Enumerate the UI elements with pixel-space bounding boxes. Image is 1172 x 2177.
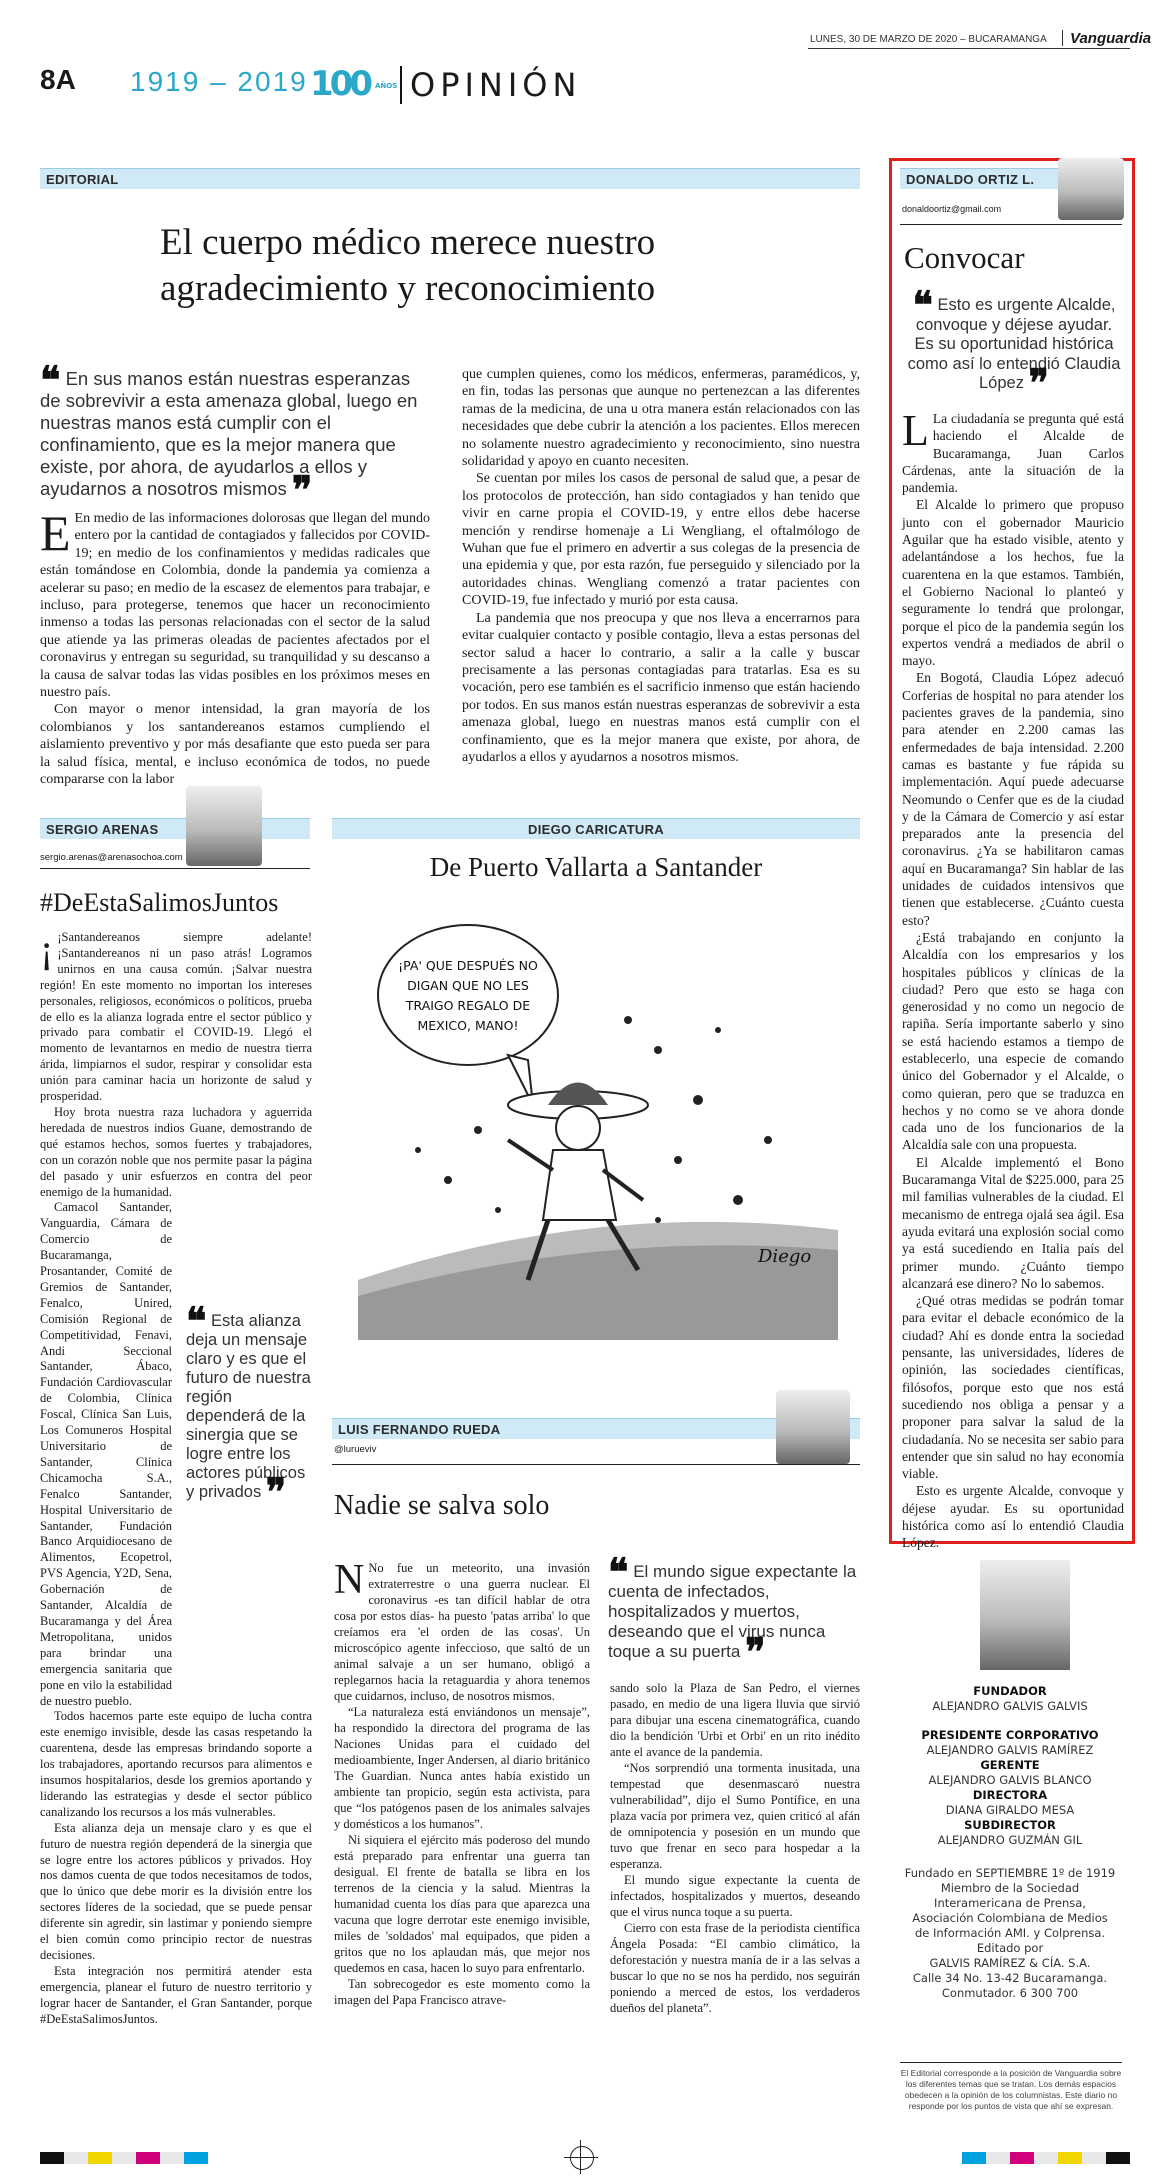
staff-info-line: Asociación Colombiana de Medios [912, 1911, 1108, 1925]
staff-info-line: Editado por [976, 1941, 1044, 1955]
rueda-paragraph: “La naturaleza está enviándonos un mensaje”, ha respondido la directora del programa de las Naciones Unidas para el cuidado del medioambiente, Inger Andersen, al diario británico The Guardian. Nunca antes había existido un ambiente tan propicio, según esta activista, para que “los patógenos pasen de los animales salvajes y domésticos a los humanos”. [334, 1705, 590, 1831]
rueda-title: Nadie se salva solo [334, 1490, 550, 1521]
rueda-paragraph: No fue un meteorito, una invasión extraterrestre o una guerra nuclear. El coronavirus -es tan difícil hablar de otra cosa por estos días- ha puesto 'patas arriba' lo que creíamos era 'el orden de las cosas'. Un microscópico agente infeccioso, que saltó de un animal salvaje a un ser humano, obligó a replegarnos hacia la retaguardia y ahora tenemos que cuidarnos, incluso, de nosotros mismos. [334, 1561, 590, 1703]
dateline-divider [1062, 30, 1063, 46]
staff-rule [900, 2062, 1122, 2063]
arenas-pullquote-text: Esta alianza deja un mensaje claro y es que el futuro de nuestra región dependerá de la sinergia que se logre entre los actores públicos y privados [186, 1312, 311, 1501]
ortiz-avatar [1058, 158, 1124, 220]
caricatura-label-bar [332, 818, 860, 839]
rueda-column-2 [610, 1680, 860, 2016]
arenas-paragraph: Camacol Santander, Vanguardia, Cámara de Comercio de Bucaramanga, Prosantander, Comité de Gremios de Santander, Fenalco, Unired, Comisión Regional de Competitividad, Fenavi, Andi Seccional Santander, Ábaco, Fundación Cardiovascular de Colombia, Clínica Foscal, Clínica San Luis, Los Comuneros Hospital Universitario de Santander, Clínica Chicamocha S.A., Fenalco Santander, Hospital Universitario de Santander, Fundación Banco Arquidiocesano de Alimentos, Ecopetrol, PVS Agencia, Y2D, Sena, Gobernación de Santander, Alcaldía de Bucaramanga y del Área Metropolitana, unidos para brindar una emergencia sanitaria que pone en vilo la estabilidad de nuestro pueblo. [40, 1200, 172, 1708]
arenas-title: #DeEstaSalimosJuntos [40, 888, 279, 917]
ortiz-paragraph: La ciudadanía se pregunta qué está haciendo el Alcalde de Bucaramanga, Juan Carlos Cárdenas, ante la situación de la pandemia. [902, 411, 1124, 496]
dateline-rule [808, 48, 1130, 49]
editorial-pullquote-text: En sus manos están nuestras esperanzas de sobrevivir a esta amenaza global, luego en nuestras manos está cumplir con el confinamiento, que es la mejor manera que existe, por ahora, de ayudarlos a ellos y ayudarnos a nosotros mismos [40, 368, 418, 499]
dropcap: L [902, 406, 929, 455]
open-quote-icon: ❝ [40, 360, 61, 402]
section-divider [400, 66, 402, 104]
editorial-paragraph: que cumplen quienes, como los médicos, enfermeras, paramédicos, y, en fin, todas las personas que aunque no pertenezcan a las diferentes ramas de la medicina, de una u otra manera están relacionados con las necesidades que debe cubrir la atención a los pacientes. Ellos merecen no solamente nuestro agradecimiento y reconocimiento, sino nuestra solidaridad y apoyo en cuanto necesiten. [462, 367, 860, 470]
staff-info-line: GALVIS RAMÍREZ & CÍA. S.A. [929, 1956, 1091, 1970]
arenas-paragraph: Esta integración nos permitirá atender esta emergencia, planear el futuro de nuestro territorio y lograr hacer de Santander, el Gran Santander, porque #DeEstaSalimosJuntos. [40, 1963, 312, 2026]
rueda-column-1 [334, 1557, 590, 2008]
registration-mark-icon [564, 2157, 598, 2158]
editorial-paragraph: Con mayor o menor intensidad, la gran mayoría de los colombianos y los santandereanos estamos cumpliendo el aislamiento preventivo y por más desafiante que esto pueda ser para la salud física, mental, e incluso económica de todos, no puede compararse con la labor [40, 702, 430, 788]
cartoon-drawing [358, 900, 838, 1340]
close-quote-icon: ❞ [291, 470, 313, 512]
staff-role: PRESIDENTE CORPORATIVO [921, 1728, 1099, 1742]
arenas-paragraph: Hoy brota nuestra raza luchadora y aguerrida heredada de nuestros indios Guane, demostrando de qué estamos hechos, somos fuertes y trabajadores, con un corazón noble que nos permite pasar la página del pasado y unir esfuerzos en contra del peor enemigo de la humanidad. [40, 1104, 312, 1199]
editorial-title: El cuerpo médico merece nuestro agradecimiento y reconocimiento [160, 222, 656, 309]
ortiz-label-bar [900, 168, 1060, 189]
staff-info-line: Miembro de la Sociedad [940, 1881, 1080, 1895]
arenas-email: sergio.arenas@arenasochoa.com [40, 852, 183, 863]
arenas-paragraph: Esta alianza deja un mensaje claro y es que el futuro de nuestra región dependerá de la sinergia que se logre entre los actores públicos y privados. Hoy nos damos cuenta de que todos necesitamos de todos, que lo único que debe morir es la división entre los sectores líderes de la sociedad, que se puede pensar diferente sin agredir, sin lastimar y poniendo siempre el bien común como principio rector de nuestras decisiones. [40, 1820, 312, 1962]
close-quote-icon: ❞ [265, 1472, 287, 1514]
speech-line: DIGAN QUE NO LES [407, 978, 529, 993]
arenas-body [40, 926, 312, 2028]
rueda-paragraph: sando solo la Plaza de San Pedro, el viernes pasado, en medio de una ligera lluvia que sirvió para dibujar una escena cinematográfica, cuando dio la bendición 'Urbi et Orbi' en un rito inédito ante el avance de la pandemia. [610, 1681, 860, 1759]
staff-person: ALEJANDRO GALVIS BLANCO [928, 1773, 1092, 1787]
speech-line: MEXICO, MANO! [417, 1018, 519, 1033]
ortiz-title: Convocar [904, 240, 1025, 275]
ortiz-pullquote-text: Esto es urgente Alcalde, convoque y déjese ayudar. Es su oportunidad histórica como así lo entendió Claudia López [907, 296, 1121, 392]
rueda-pullquote [608, 1552, 860, 1674]
dateline: LUNES, 30 DE MARZO DE 2020 – BUCARAMANGA [810, 34, 1047, 45]
founder-photo [980, 1560, 1070, 1670]
page-number: 8A [40, 64, 76, 95]
anniversary-years: 1919 – 2019 [130, 66, 308, 97]
ortiz-paragraph: En Bogotá, Claudia López adecuó Corferias de hospital no para atender los pacientes graves de la pandemia, sino para atender en 2.200 camas las enfermedades de baja intensidad. 2.200 camas es bastante y fue rápida su implementación. Aquí puede adecuarse Neomundo o Cenfer que es de la ciudad y de la Cámara de Comercio y así estar preparados ante la presencia del coronavirus. ¿Ya se habilitaron camas aquí en Bucaramanga? Sin hablar de las unidades de cuidados intensivos que tienen que establecerse. ¿Cuánto cuesta esto? [902, 670, 1124, 928]
ortiz-paragraph: ¿Qué otras medidas se podrán tomar para evitar el debacle económico de la ciudad? Ahí es donde entra la sociedad pensante, las universidades, líderes de opinión, las sociedades científicas, filósofos, porque esto que nos está sucediendo nos obliga a pensar y a proponer para salvar la salud de la ciudadanía. No se necesita ser sabio para entender que sin salud no hay economía viable. [902, 1293, 1124, 1482]
speech-line: TRAIGO REGALO DE [405, 998, 531, 1013]
rueda-paragraph: “Nos sorprendió una tormenta inusitada, una tempestad que desenmascaró nuestra vulnerabilidad”, dijo el Sumo Pontífice, en una plaza vacía por primera vez, quien criticó al afán de omnipotencia y posesión en un mundo que tuvo que frenar en seco para hospedar a la esperanza. [610, 1761, 860, 1871]
staff-role: SUBDIRECTOR [964, 1818, 1056, 1832]
section-title: OPINIÓN [410, 66, 582, 104]
open-quote-icon: ❝ [912, 285, 933, 327]
ortiz-pullquote [904, 285, 1124, 405]
staff-box [890, 1684, 1130, 2001]
registration-mark-icon [570, 2146, 594, 2170]
rueda-rule [332, 1464, 860, 1465]
open-quote-icon: ❝ [608, 1552, 629, 1594]
caricatura-title: De Puerto Vallarta a Santander [429, 852, 763, 882]
rueda-pullquote-text: El mundo sigue expectante la cuenta de infectados, hospitalizados y muertos, deseando que el virus nunca toque a su puerta [608, 1562, 857, 1661]
staff-role: GERENTE [980, 1758, 1040, 1772]
cartoon-signature: Diego [758, 1246, 812, 1267]
color-bar-left [40, 2152, 208, 2164]
dropcap: E [40, 505, 71, 561]
ortiz-body [902, 406, 1124, 1552]
ortiz-email: donaldoortiz@gmail.com [902, 204, 1002, 214]
rueda-paragraph: El mundo sigue expectante la cuenta de infectados, hospitalizados y muertos, deseando que el virus nunca toque a su puerta. [610, 1873, 860, 1919]
arenas-author: SERGIO ARENAS [46, 822, 159, 837]
rueda-paragraph: Cierro con esta frase de la periodista científica Ángela Posada: “El cambio climático, la deforestación y nuestra manía de ir a las selvas a buscar lo que no se nos ha perdido, nos seguirán poniendo a merced de estos, los verdaderos dueños del planeta”. [610, 1921, 860, 2015]
staff-person: DIANA GIRALDO MESA [945, 1803, 1075, 1817]
ortiz-paragraph: Esto es urgente Alcalde, convoque y déjese ayudar. Es su oportunidad histórica como así lo entendió Claudia López. [902, 1483, 1124, 1551]
arenas-paragraph: Todos hacemos parte este equipo de lucha contra este enemigo invisible, desde las casas respetando la cuarentena, desde las empresas brindando soporte a los trabajadores, aportando recursos para alimentos e insumos hospitalarios, desde los gremios aportando y liderando las estrategias y desde el sector público canalizando los recursos a los más vulnerables. [40, 1709, 312, 1819]
anniversary-logo: 100 AÑOS [310, 64, 398, 104]
arenas-label-bar [40, 818, 310, 839]
color-bar-right [962, 2152, 1130, 2164]
editorial-column-1 [40, 505, 430, 789]
editorial-label-bar [40, 168, 860, 189]
arenas-avatar [186, 786, 262, 866]
ortiz-paragraph: El Alcalde lo primero que propuso junto con el gobernador Mauricio Aguilar que ha estado visible, atento y adelantándose a los hechos, fue la cuarentena en la que estamos. También, el Gobierno Nacional lo planteó y seguramente lo tendrá que prolongar, porque el pico de la pandemia según los expertos vendrá a mediados de abril o mayo. [902, 497, 1124, 669]
close-quote-icon: ❞ [745, 1632, 766, 1674]
editorial-label: EDITORIAL [46, 172, 119, 187]
staff-person: ALEJANDRO GALVIS RAMÍREZ [926, 1743, 1094, 1757]
editorial-paragraph: La pandemia que nos preocupa y que nos lleva a encerrarnos para evitar cualquier contacto y posible contagio, lleva a estas personas del sector salud a hacer lo contrario, a salir a la calle y buscar precisamente a las personas contagiadas para tratarlas. Esa es su vocación, pero ese también es el sacrificio inmenso que están haciendo por todos. En sus manos están nuestras esperanzas de sobrevivir a esta amenaza global, luego en nuestras manos está cumplir con el confinamiento, que es la mejor manera que existe, por ahora, de ayudarlos a ellos y ayudarnos a nosotros mismos. [462, 610, 860, 765]
dropcap: ¡ [40, 926, 54, 971]
close-quote-icon: ❞ [1028, 363, 1049, 405]
staff-info-line: Interamericana de Prensa, [934, 1896, 1086, 1910]
editorial-paragraph: En medio de las informaciones dolorosas que llegan del mundo entero por la cantidad de contagiados y fallecidos por COVID-19; en medio de los confinamientos y medidas radicales que están tomándose en Colombia, donde la pandemia ya comienza a acelerar su paso; en medio de la escasez de elementos para trabajar, e incluso, para protegerse, tenemos que hacer un reconocimiento inmenso a todas las personas relacionadas con el sector de la salud que atiende ya las primeras oleadas de pacientes afectados por el coronavirus y entregan su seguridad, su tranquilidad y su descanso a la causa de salvar todas las vidas posibles en los próximos meses en nuestro país. [40, 511, 430, 701]
rueda-handle: @lurueviv [334, 1444, 377, 1455]
rueda-author: LUIS FERNANDO RUEDA [338, 1422, 501, 1437]
ortiz-author: DONALDO ORTIZ L. [906, 172, 1035, 187]
editorial-paragraph: Se cuentan por miles los casos de personal de salud que, a pesar de los protocolos de protección, han sido contagiados y han tenido que vivir en carne propia el COVID-19, y entre ellos debe hacerse mención y rendirse homenaje a Li Wengliang, el oftalmólogo de Wuhan que fue el primero en advertir a sus colegas de la presencia de una epidemia y que, por esta razón, fue perseguido y silenciado por la autoridades chinas. Wengliang comenzó a tratar pacientes con COVID-19, fue infectado y murió por esta causa. [462, 471, 860, 609]
rueda-avatar [776, 1390, 850, 1464]
dropcap: N [334, 1557, 365, 1603]
rueda-paragraph: Tan sobrecogedor es este momento como la imagen del Papa Francisco atrave- [334, 1977, 590, 2007]
staff-info-line: Fundado en SEPTIEMBRE 1º de 1919 [904, 1866, 1116, 1880]
staff-info-line: de Información AMI. y Colprensa. [914, 1926, 1106, 1940]
ortiz-paragraph: ¿Está trabajando en conjunto la Alcaldía con los empresarios y los hospitales públicos y clínicas de la ciudad? Pero que esto se haga con generosidad y no como un negocio de rapiña. Sería importante saberlo y sino se está haciendo estamos a tiempo de establecerlo, una especie de comando único del Gobernador y el Alcalde, o como quieran, pero que se traduzca en hechos y no como se ve ahora donde cada uno de los funcionarios de la Alcaldía sale con una propuesta. [902, 929, 1124, 1153]
staff-disclaimer: El Editorial corresponde a la posición de Vanguardia sobre los diferentes temas que se tratan. Los demás espacios obedecen a la opinión de los columnistas. Este diario no responde por los puntos de vista que ahí se expresan. [900, 2068, 1122, 2111]
cartoon [358, 900, 838, 1340]
arenas-rule [40, 868, 310, 869]
editorial-column-2 [462, 366, 860, 766]
open-quote-icon: ❝ [186, 1301, 207, 1343]
staff-person: ALEJANDRO GUZMÁN GIL [937, 1833, 1083, 1847]
staff-person: ALEJANDRO GALVIS GALVIS [932, 1699, 1088, 1713]
ortiz-paragraph: El Alcalde implementó el Bono Bucaramanga Vital de $225.000, para 25 mil familias vulnerables de la ciudad. El mecanismo de entrega ojalá sea ágil. Esa ayuda evitará una explosión social como ya está sucediendo en Italia país del primer mundo. ¿Cuánto tiempo alcanzará ese dinero? No lo sabemos. [902, 1154, 1124, 1291]
arenas-paragraph: ¡Santandereanos siempre adelante! ¡Santandereanos ni un paso atrás! Logramos unirnos en una causa común. ¡Salvar nuestra región! En este momento no importan los intereses personales, religiosos, económicos o políticos, prueba de ello es la alianza lograda entre el sector público y privado para combatir el COVID-19. Llegó el momento de levantarnos en medio de nuestra tierra árida, limpiarnos el sudor, respirar y consolidar esta unión para caminar hacia un horizonte de salud y prosperidad. [40, 930, 312, 1104]
speech-line: ¡PA' QUE DESPUÉS NO [398, 958, 538, 973]
ortiz-rule [900, 224, 1122, 225]
brand-logo: Vanguardia [1070, 30, 1152, 47]
rueda-paragraph: Ni siquiera el ejército más poderoso del mundo está preparado para enfrentar una guerra tan desigual. El frente de batalla se libra en los terrenos de la ciencia y la salud. Mientras la humanidad cuenta los días para que aparezca una vacuna que logre derrotar este enemigo invisible, miles de 'soldados' mal equipados, que piden a gritos que no los aplaudan más, que mejor nos quedemos en casa, hacen lo suyo para enfrentarlo. [334, 1833, 590, 1975]
staff-info-line: Conmutador. 6 300 700 [941, 1986, 1079, 2000]
staff-info-line: Calle 34 No. 13-42 Bucaramanga. [912, 1971, 1108, 1985]
staff-role: FUNDADOR [973, 1684, 1047, 1698]
editorial-pullquote [40, 360, 430, 512]
staff-role: DIRECTORA [972, 1788, 1048, 1802]
caricatura-label: DIEGO CARICATURA [528, 822, 664, 837]
